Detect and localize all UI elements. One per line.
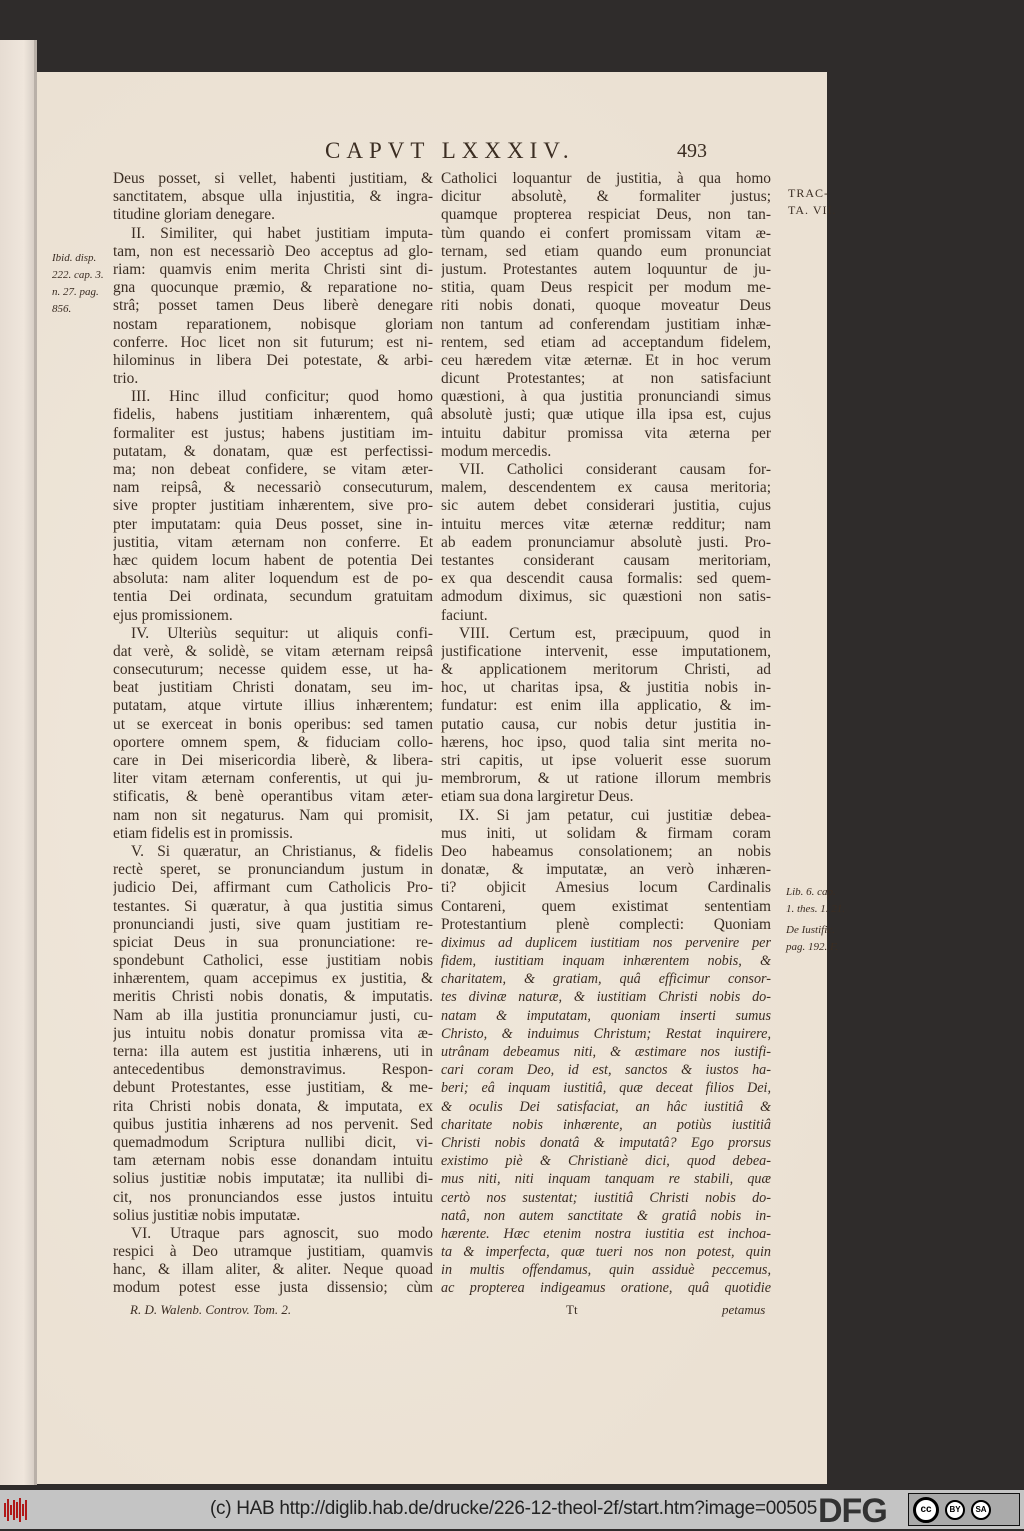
text-line: ta & imperfecta, quæ tueri nos non potest, quin: [441, 1244, 771, 1261]
text-line: inhærentem, quam accepimus ex justitia, &: [113, 970, 433, 988]
text-line: quemadmodum Scriptura nullibi dicit, vi-: [113, 1133, 433, 1151]
text-line: testantes considerant causam meritoriam,: [441, 551, 771, 569]
text-line: ti? objicit Amesius locum Cardinalis: [441, 879, 771, 897]
text-line: beri; eâ inquam iustitiâ, quæ deceat filios Dei,: [441, 1080, 771, 1097]
signature-mark: Tt: [566, 1302, 578, 1317]
text-line: certò nos sustentat; iustitiâ Christi nobis do-: [441, 1189, 771, 1206]
text-line: etiam sua dona largiretur Deus.: [441, 788, 634, 806]
margin-note-left: [52, 250, 104, 318]
text-line: ac propterea indigeamus oratione, quâ quotidie: [441, 1280, 771, 1297]
note-line: n. 27. pag.: [52, 286, 99, 298]
text-line: liter vitam æternam conferentis, ut qui ju-: [113, 770, 433, 788]
text-line: rentem, sed etiam ad acceptandum fidelem,: [441, 333, 771, 351]
text-line: riam: quamvis enim merita Christi sint di-: [113, 260, 433, 278]
text-line: Christo, & induimus Christum; Restat inquirere,: [441, 1025, 771, 1042]
text-line: membrorum, & ut ratione illorum membris: [441, 770, 771, 788]
text-line: ejus promissionem.: [113, 606, 233, 624]
source-link[interactable]: (c) HAB http://diglib.hab.de/drucke/226-12-theol-2f/start.htm?image=00505: [210, 1498, 818, 1519]
text-line: hærens, hoc ipso, quod talia sint merita no-: [441, 733, 771, 751]
text-line: tentia Dei ordinata, secundum gratuitam: [113, 588, 433, 606]
page-number: 493: [677, 140, 707, 162]
text-line: titudine gloriam denegare.: [113, 206, 275, 224]
text-line: Nam ab illa justitia pronunciamur justi, cu-: [113, 1006, 433, 1024]
text-line: Contareni, quem existimat sententiam: [441, 897, 771, 915]
text-line: conferre. Hoc licet non sit futurum; est ni-: [113, 333, 433, 351]
text-line: spiciat Deus in sua pronunciatione: re-: [113, 933, 433, 951]
text-line: dicunt Protestantes; at non satisfaciunt: [441, 370, 771, 388]
left-text-column: [113, 170, 433, 1298]
text-line: tùm quando ei confert promissam vitam æ-: [441, 224, 771, 242]
text-line: riti nobis donati, quoque moveatur Deus: [441, 297, 771, 315]
text-line: etiam fidelis est in promissis.: [113, 824, 293, 842]
text-line: faciunt.: [441, 606, 488, 624]
text-line: ternam, sed etiam quando eum pronunciat: [441, 242, 771, 260]
note-line: 856.: [52, 303, 72, 315]
text-line: absolutè justi; quæ utique illa ipsa est, cujus: [441, 406, 771, 424]
text-line: ex qua descendit causa formalis: sed quem-: [441, 570, 771, 588]
text-line: admodum diximus, sic quæstioni non satis-: [441, 588, 771, 606]
text-line: fidelis, habens justitiam inhærentem, quâ: [113, 406, 433, 424]
text-line: ceu hæredem vitæ æternæ. Et in hoc verum: [441, 351, 771, 369]
text-line: debunt Protestantes, esse justitiam, & me-: [113, 1079, 433, 1097]
text-line: IX. Si jam petatur, cui justitiæ debea-: [459, 806, 771, 824]
text-line: existimo piè & Christianè dici, quod debea-: [441, 1153, 771, 1170]
text-line: VI. Utraque pars agnoscit, suo modo: [131, 1224, 433, 1242]
text-line: Protestantium plenè complecti: Quoniam: [441, 915, 771, 933]
text-line: II. Similiter, qui habet justitiam imputa-: [131, 224, 433, 242]
note-line: De Iustific.: [786, 924, 835, 936]
text-line: pter imputatam: quia Deus posset, sine in-: [113, 515, 433, 533]
note-line: pag. 192. F.: [786, 941, 839, 953]
text-line: dicitur absolutè, & formaliter justus;: [441, 188, 771, 206]
text-line: III. Hinc illud conficitur; quod homo: [131, 388, 433, 406]
text-line: fidem, iustitiam inquam inhærentem nobis, &: [441, 953, 771, 970]
text-line: dat verè, & solidè, se vitam æternam reipsâ: [113, 642, 433, 660]
text-line: pronunciandi justi, sive quam justitiam re-: [113, 915, 433, 933]
previous-page-edge: [0, 40, 34, 1485]
text-line: stificatis, & benè operantibus vitam æter-: [113, 788, 433, 806]
dfg-logo: DFG: [818, 1492, 887, 1530]
text-line: & applicationem meritorum Christi, ad: [441, 661, 771, 679]
text-line: malem, descendentem ex causa meritoria;: [441, 479, 771, 497]
cc-by-sa-license-icon[interactable]: [908, 1493, 1020, 1526]
text-line: nam reipsâ, & necessariò consecuturum,: [113, 479, 433, 497]
text-line: intuitu dabitur promissa vita æterna per: [441, 424, 771, 442]
text-line: intuitu merces vitæ æternæ redditur; nam: [441, 515, 771, 533]
text-line: putatam, & donatam, quæ est perfectissi-: [113, 442, 433, 460]
catchword-left: R. D. Walenb. Controv. Tom. 2.: [130, 1302, 292, 1317]
text-line: mus initi, ut solidam & firmam coram: [441, 824, 771, 842]
text-line: Deus posset, si vellet, habenti justitiam, &: [113, 170, 433, 187]
text-line: justificatione intervenit, esse imputationem,: [441, 642, 771, 660]
text-line: care in Dei misericordia liberè, & libera-: [113, 752, 433, 769]
text-line: antecedentibus demonstravimus. Respon-: [113, 1061, 433, 1079]
text-line: Deo habeamus consolationem; an nobis: [441, 842, 771, 860]
margin-note-lib: [786, 884, 845, 918]
hab-logo-icon: [4, 1498, 28, 1522]
running-header: [37, 138, 827, 164]
text-line: ma; non debeat confidere, se vitam æter-: [113, 461, 433, 478]
text-line: mus niti, niti inquam tanquam re stabili, quæ: [441, 1171, 771, 1188]
text-line: fundatur: est enim illa applicatio, & im-: [441, 697, 771, 715]
text-line: sive propter justitiam inhærentem, sive pro-: [113, 497, 433, 515]
text-line: rectè speret, se pronunciandum justum in: [113, 861, 433, 879]
text-line: putatam, atque virtute illius inhærentem;: [113, 697, 433, 715]
text-line: hæc quidem locum habent de potentia Dei: [113, 551, 433, 569]
text-line: modum mercedis.: [441, 442, 552, 460]
text-line: judicio Dei, affirmant cum Catholicis Pro-: [113, 879, 433, 897]
text-line: natâ, non autem sanctitate & gratiâ nobis in-: [441, 1207, 771, 1224]
text-line: quamque propterea respiciat Deus, non tan-: [441, 206, 771, 224]
sa-icon: SA: [971, 1500, 991, 1520]
text-line: cit, nos pronunciandos esse justos intuitu: [113, 1188, 433, 1206]
text-line: strâ; posset tamen Deus liberè denegare: [113, 297, 433, 315]
text-line: stitia, quam Deus respicit per modum me-: [441, 279, 771, 297]
text-line: spondebunt Catholici, esse justitiam nobis: [113, 952, 433, 970]
margin-note-tractatus: [788, 185, 836, 219]
note-line: TA. VII.: [788, 203, 837, 217]
text-line: sanctitatem, absque ulla injustitia, & ingra-: [113, 188, 433, 206]
right-text-column: [441, 170, 771, 1298]
text-line: solius justitiæ nobis imputatæ.: [113, 1206, 301, 1224]
by-icon: BY: [945, 1500, 965, 1520]
margin-note-de-iustific: [786, 922, 838, 956]
text-line: formaliter est justus; habens justitiam im-: [113, 424, 433, 442]
text-line: VII. Catholici considerant causam for-: [459, 461, 771, 478]
text-line: donatæ, & imputatæ, an verò inhæren-: [441, 861, 771, 879]
text-line: hanc, & illam aliter, & aliter. Neque quoad: [113, 1261, 433, 1279]
text-line: charitatem, & gratiam, quâ efficimur consor-: [441, 971, 771, 988]
text-line: IV. Ulteriùs sequitur: ut aliquis confi-: [131, 624, 433, 642]
text-line: quibus justitia inhærens ad nos pervenit. Sed: [113, 1115, 433, 1133]
chapter-title: CAPVT LXXXIV.: [325, 138, 575, 163]
text-line: ab eadem pronunciamur absolutè justi. Pro-: [441, 533, 771, 551]
text-line: gna quocunque præmio, & reparatione no-: [113, 279, 433, 297]
text-line: nostam reparationem, nobisque gloriam: [113, 315, 433, 333]
text-line: respici à Deo utramque justitiam, quamvis: [113, 1243, 433, 1261]
text-line: putatio causa, cur nobis detur justitia in-: [441, 715, 771, 733]
text-line: hilominus in libera Dei potestate, & arbi-: [113, 351, 433, 369]
text-line: tam æternam nobis esse donandam intuitu: [113, 1152, 433, 1170]
text-line: terna: illa autem est justitia inhærens, uti in: [113, 1043, 433, 1060]
text-line: oportere omnem spem, & fiduciam collo-: [113, 733, 433, 751]
text-line: consecuturum; necesse quidem esse, ut ha-: [113, 661, 433, 679]
cc-icon: cc: [913, 1497, 939, 1523]
text-line: ut se exerceat in bonis operibus: sed tamen: [113, 715, 433, 733]
text-line: natam & imputatam, quoniam inserti sumus: [441, 1007, 771, 1024]
text-line: justum. Protestantes autem loquuntur de ju-: [441, 260, 771, 278]
text-line: nam non sit negaturus. Nam qui promisit,: [113, 806, 433, 824]
footer-bar: [0, 1490, 1024, 1529]
text-line: rita Christi nobis donata, & imputata, ex: [113, 1097, 433, 1115]
text-line: VIII. Certum est, præcipuum, quod in: [459, 624, 771, 642]
text-line: Catholici loquantur de justitia, à qua homo: [441, 170, 771, 187]
text-line: utrânam debeamus niti, & æstimare nos iustifi-: [441, 1044, 771, 1060]
text-line: cari coram Deo, id est, sanctos & iustos ha-: [441, 1062, 771, 1079]
catchword-right: petamus: [722, 1302, 766, 1317]
text-line: absoluta: nam aliter loquendum est de po-: [113, 570, 433, 588]
text-line: & oculis Dei satisfaciat, an hâc iustitiâ &: [441, 1098, 771, 1115]
note-line: 222. cap. 3.: [52, 269, 104, 281]
text-line: Christi nobis donatâ & imputatâ? Ego prorsus: [441, 1134, 771, 1151]
note-line: TRAC-: [788, 186, 829, 200]
text-line: testantes. Si quæratur, à qua justitia simus: [113, 897, 433, 915]
text-line: tes divinæ naturæ, & iustitiam Christi nobis do-: [441, 989, 771, 1006]
text-line: hoc, ut charitas ipsa, & justitia nobis in-: [441, 679, 771, 697]
text-line: in multis offendamus, quin assiduè peccemus,: [441, 1262, 771, 1279]
text-line: quæstioni, à qua justitia pronunciandi simus: [441, 388, 771, 406]
text-line: diximus ad duplicem iustitiam nos pervenire per: [441, 934, 771, 951]
note-line: Ibid. disp.: [52, 252, 97, 264]
text-line: jus intuitu nobis donatur promissa vita æ-: [113, 1024, 433, 1042]
text-line: solius justitiæ nobis imputatæ; ita nullibi di-: [113, 1170, 433, 1188]
text-line: charitate nobis inhærente, an potiùs iustitiâ: [441, 1116, 771, 1133]
note-line: 1. thes. 1. 21.: [786, 903, 845, 915]
text-line: beat justitiam Christi donatam, seu im-: [113, 679, 433, 697]
text-line: sic autem debet considerari justitia, cujus: [441, 497, 771, 515]
text-line: V. Si quæratur, an Christianus, & fidelis: [131, 842, 433, 860]
note-line: Lib. 6. cap.: [786, 886, 836, 898]
text-line: hærente. Hæc etenim nostra iustitia est inchoa-: [441, 1225, 771, 1242]
text-line: trio.: [113, 370, 139, 388]
text-line: meritis Christi nobis donatis, & imputatis.: [113, 988, 433, 1006]
text-line: tam, non est necessariò Deo acceptus ad glo-: [113, 242, 433, 260]
text-line: stri capitis, ut ipse voluerit esse suorum: [441, 752, 771, 769]
text-line: modum potest esse justa dissensio; cùm: [113, 1279, 433, 1297]
text-line: justitia, vitam æternam non conferre. Et: [113, 533, 433, 551]
text-line: non tantum ad conferendam justitiam inhæ-: [441, 315, 771, 333]
